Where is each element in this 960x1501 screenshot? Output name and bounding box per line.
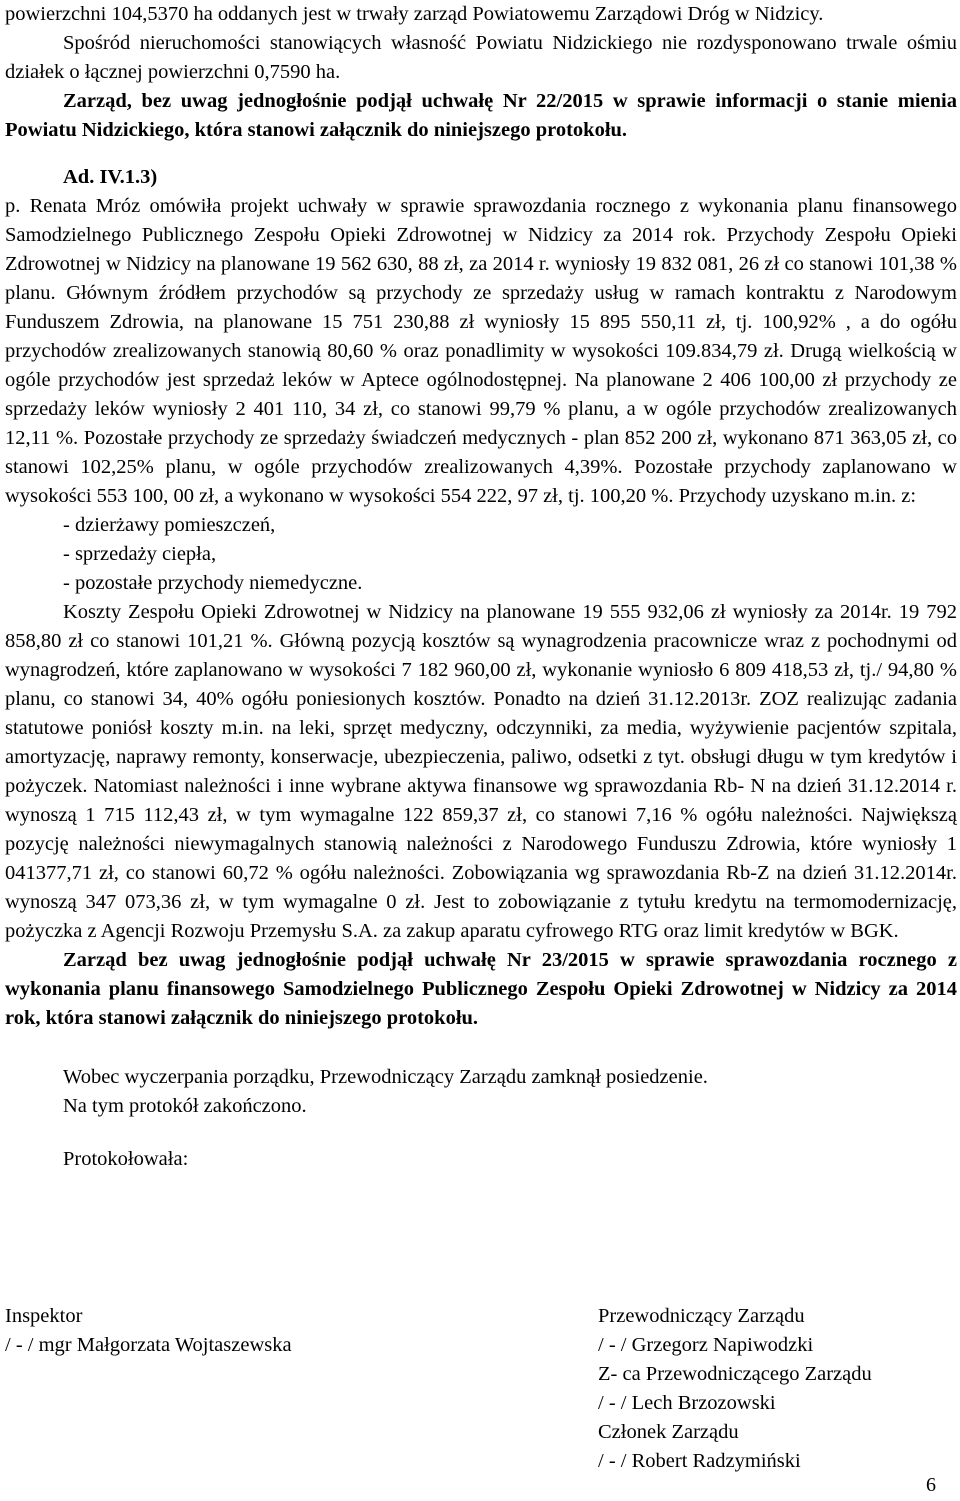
resolution-22-paragraph: Zarząd, bez uwag jednogłośnie podjął uchwałę Nr 22/2015 w sprawie informacji o stanie mienia Powiatu Nidzickiego, która stanowi załącznik do niniejszego protokołu.: [5, 90, 957, 141]
list-item: - dzierżawy pomieszczeń,: [63, 514, 276, 536]
signature-left: [5, 1302, 292, 1360]
resolution-23-paragraph: Zarząd bez uwag jednogłośnie podjął uchwałę Nr 23/2015 w sprawie sprawozdania rocznego z wykonania planu finansowego Samodzielnego Publicznego Zespołu Opieki Zdrowotnej w Nidzicy za 2014 rok, która stanowi załącznik do niniejszego protokołu.: [5, 949, 957, 1029]
signature-right: [598, 1302, 872, 1476]
list-item: - pozostałe przychody niemedyczne.: [63, 572, 363, 594]
agenda-heading: Ad. IV.1.3): [63, 166, 158, 188]
closing-statement-2: Na tym protokół zakończono.: [63, 1095, 307, 1117]
signature-name: / - / Robert Radzymiński: [598, 1450, 801, 1472]
signature-name: / - / Grzegorz Napiwodzki: [598, 1334, 814, 1356]
paragraph-main-report: p. Renata Mróz omówiła projekt uchwały w sprawie sprawozdania rocznego z wykonania planu finansowego Samodzielnego Publicznego Zespołu Opieki Zdrowotnej w Nidzicy za 2014 rok. Przychody Zespołu Opieki Zdrowotnej w Nidzicy na planowane 19 562 630, 88 zł, za 2014 r. wyniosły 19 832 081, 26 zł co stanowi 101,38 % planu. Głównym źródłem przychodów są przychody ze sprzedaży usług w ramach kontraktu z Narodowym Funduszem Zdrowia, na planowane 15 751 230,88 zł wyniosły 15 895 550,11 zł, tj. 100,92% , a do ogółu przychodów zrealizowanych stanowią 80,60 % oraz ponadlimity w wysokości 109.834,79 zł. Drugą wielkością w ogóle przychodów jest sprzedaż leków w Aptece ogólnodostępnej. Na planowane 2 406 100,00 zł przychody ze sprzedaży leków wyniosły 2 401 110, 34 zł, co stanowi 99,79 % planu, a w ogóle przychodów zrealizowanych 12,11 %. Pozostałe przychody ze sprzedaży świadczeń medycznych - plan 852 200 zł, wykonano 871 363,05 zł, co stanowi 102,25% planu, w ogóle przychodów zrealizowanych 4,39%. Pozostałe przychody zaplanowano w wysokości 553 100, 00 zł, a wykonano w wysokości 554 222, 97 zł, tj. 100,20 %. Przychody uzyskano m.in. z:: [5, 195, 957, 507]
paragraph-nieruchomosci: Spośród nieruchomości stanowiących własność Powiatu Nidzickiego nie rozdysponowano trwale ośmiu działek o łącznej powierzchni 0,7590 ha.: [5, 32, 957, 83]
signature-role: Przewodniczący Zarządu: [598, 1305, 805, 1327]
signature-role: Z- ca Przewodniczącego Zarządu: [598, 1363, 872, 1385]
recorder-label: Protokołowała:: [63, 1148, 189, 1170]
list-item: - sprzedaży ciepła,: [63, 543, 217, 565]
page-number: 6: [926, 1474, 936, 1496]
paragraph-koszty: Koszty Zespołu Opieki Zdrowotnej w Nidzicy na planowane 19 555 932,06 zł wyniosły za 2014r. 19 792 858,80 zł co stanowi 101,21 %. Główną pozycją kosztów są wynagrodzenia pracownicze wraz z pochodnymi od wynagrodzeń, które zaplanowano w wysokości 7 182 960,00 zł, wykonanie wyniosło 6 809 418,53 zł, tj./ 94,80 % planu, co stanowi 34, 40% ogółu poniesionych kosztów. Ponadto na dzień 31.12.2013r. ZOZ realizując zadania statutowe poniósł koszty m.in. na leki, sprzęt medyczny, odczynniki, za media, wyżywienie pacjentów szpitala, amortyzację, naprawy remonty, konserwacje, ubezpieczenia, paliwo, odsetki z tyt. obsługi długu w tym kredytów i pożyczek. Natomiast należności i inne wybrane aktywa finansowe wg sprawozdania Rb- N na dzień 31.12.2014 r. wynoszą 1 715 112,43 zł, w tym wymagalne 122 859,37 zł, co stanowi 7,16 % ogółu należności. Największą pozycję należności niewymagalnych stanowią należności z Narodowego Funduszu Zdrowia, które wyniosły 1 041377,71 zł, co stanowi 60,72 % ogółu należności. Zobowiązania wg sprawozdania Rb-Z na dzień 31.12.2014r. wynoszą 347 073,36 zł, w tym wymagalne 0 zł. Jest to zobowiązanie z tytułu kredytu na termomodernizację, pożyczka z Agencji Rozwoju Przemysłu S.A. za zakup aparatu cyfrowego RTG oraz limit kredytów w BGK.: [5, 601, 957, 942]
signature-name: / - / Lech Brzozowski: [598, 1392, 776, 1414]
paragraph-intro: powierzchni 104,5370 ha oddanych jest w trwały zarząd Powiatowemu Zarządowi Dróg w Nidzicy.: [5, 3, 824, 25]
signature-role: Inspektor: [5, 1305, 83, 1327]
document-body: [5, 0, 957, 1174]
signature-name: / - / mgr Małgorzata Wojtaszewska: [5, 1334, 292, 1356]
signature-role: Członek Zarządu: [598, 1421, 739, 1443]
closing-statement: Wobec wyczerpania porządku, Przewodniczący Zarządu zamknął posiedzenie.: [63, 1066, 708, 1088]
